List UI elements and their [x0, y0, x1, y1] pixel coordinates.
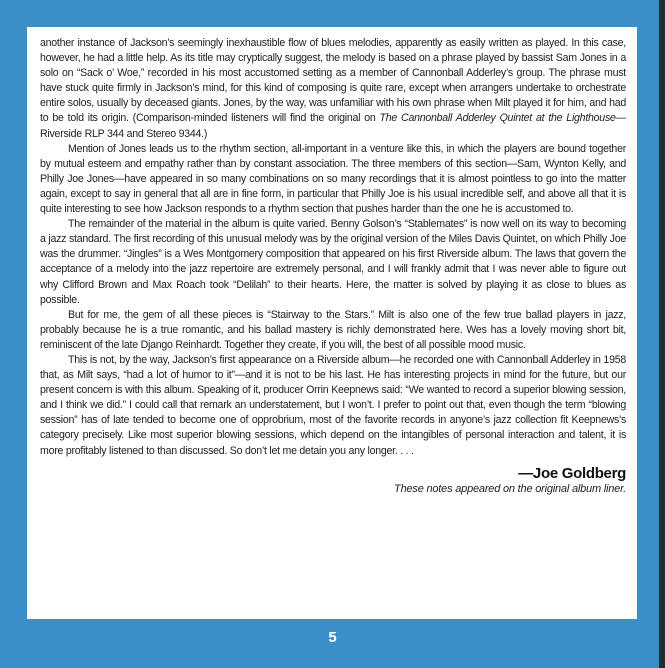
source-note: These notes appeared on the original album liner.: [394, 482, 626, 495]
paragraph-4: But for me, the gem of all these pieces is “Stairway to the Stars.” Milt is also one of the few true ballad players in jazz, probably because he is a true romantic, and his ballad mastery is richly demonstrated here. Wes has a lovely moving short bit, reminiscent of the late Django Reinhardt. Together they create, if you will, the best of all possible mood music.: [40, 308, 626, 351]
page-edge-shadow: [659, 0, 665, 668]
paragraph-1-text-end: —Riverside RLP 344 and Stereo 9344.): [40, 112, 626, 140]
liner-notes-body: [40, 36, 626, 459]
paragraph-1: [40, 36, 626, 142]
paragraph-2: Mention of Jones leads us to the rhythm section, all-important in a venture like this, in which the players are bound together by mutual esteem and empathy rather than by constant association. The three members of this section—Sam, Wynton Kelly, and Philly Joe Jones—have appeared in so many combinations on so many recordings that it is almost pointless to go into the matter again, except to say in general that all are in fine form, in particular that Philly Joe is his usual incredible self, and above all that it is quite interesting to see how Jackson responds to a rhythm section that pushes harder than the one he is accustomed to.: [40, 142, 626, 216]
author-byline: —Joe Goldberg: [518, 464, 626, 482]
paragraph-5: This is not, by the way, Jackson’s first appearance on a Riverside album—he recorded one with Cannonball Adderley in 1958 that, as Milt says, “had a lot of humor to it”—and it is not to be his last. He has interesting projects in mind for the future, but our present concern is with this album. Speaking of it, producer Orrin Keepnews said: “We wanted to record a superior blowing session, and I think we did.” I could call that remark an understatement, but I won’t. I prefer to point out that, even though the term “blowing session” has of late tended to become one of opprobrium, most of the favorite records in anyone’s jazz collection fit Keepnews’s category precisely. Like most superior blowing sessions, which depend on the intangibles of personal interaction and talent, it is more profitably listened to than discussed. So don’t let me detain you any longer. . . .: [40, 353, 626, 457]
page-number: 5: [328, 629, 337, 646]
album-title-reference: The Cannonball Adderley Quintet at the Lighthouse: [379, 112, 616, 125]
liner-notes-panel: [27, 27, 637, 619]
paragraph-1-text: another instance of Jackson’s seemingly inexhaustible flow of blues melodies, apparently as easily written as played. In this case, however, he had a little help. As its title may cryptically suggest, the melody is based on a phrase played by bassist Sam Jones in a solo on “Sack o’ Woe,” recorded in his most accustomed setting as a member of Cannonball Adderley’s group. The phrase must have stuck quite firmly in Jackson’s mind, for this kind of composing is quite rare, except when arrangers undertake to orchestrate entire solos, usually by deceased giants. Jones, by the way, was unfamiliar with his own phrase when Milt played it for him, and had to be told its origin. (Comparison-minded listeners will find the original on: [40, 37, 626, 125]
paragraph-3: The remainder of the material in the album is quite varied. Benny Golson’s “Stablemates” is now well on its way to becoming a jazz standard. The first recording of this unusual melody was by the original version of the Miles Davis Quintet, on which Philly Joe was the drummer. “Jingles” is a Wes Montgomery composition that appeared on his first Riverside album. The laws that govern the acceptance of a melody into the jazz repertoire are extremely personal, and I will frankly admit that I was never able to figure out why Clifford Brown and Max Roach took “Delilah” to their hearts. Here, the matter is solved by playing it as close to blues as possible.: [40, 218, 626, 306]
